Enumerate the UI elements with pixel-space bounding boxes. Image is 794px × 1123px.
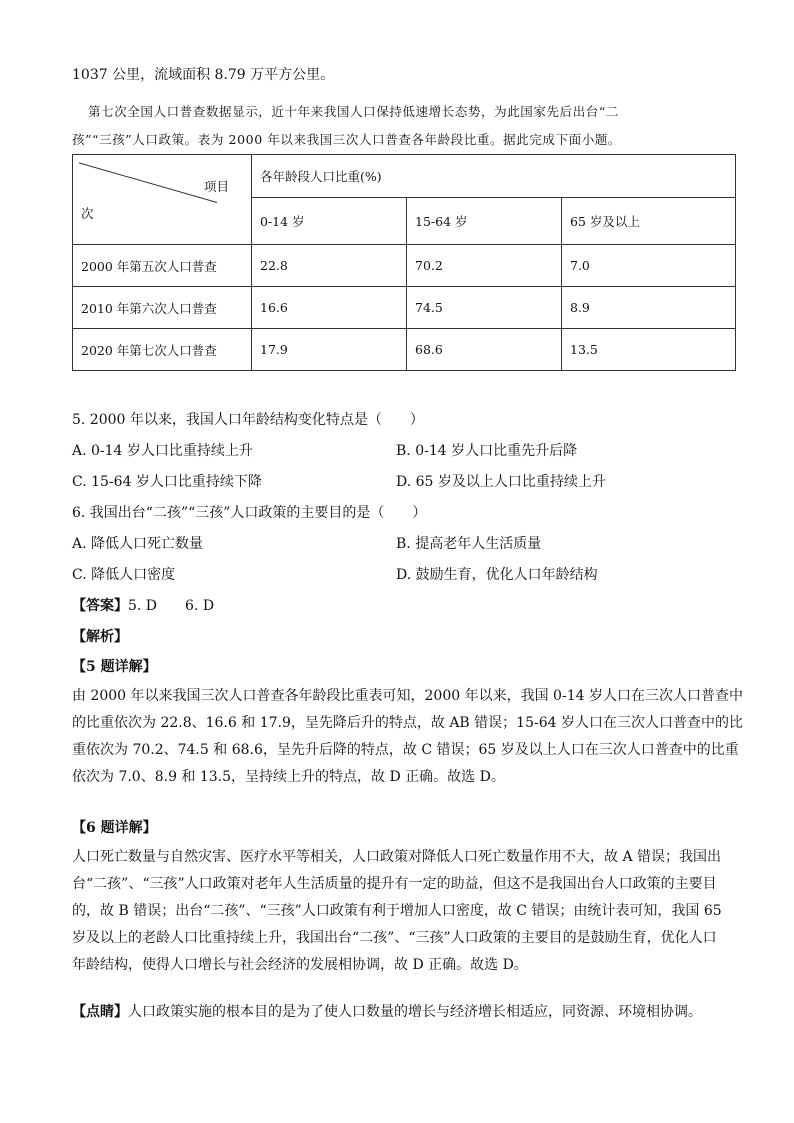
corner-bottom-label: 次 xyxy=(81,206,94,221)
detail-5-line: 重依次为 70.2、74.5 和 68.6，呈先升后降的特点，故 C 错误；65 岁及以上人口在三次人口普查中的比重 xyxy=(72,742,739,758)
table-corner-cell xyxy=(73,155,252,245)
intro-line-2: 孩”“三孩”人口政策。表为 2000 年以来我国三次人口普查各年龄段比重。据此完成下面小题。 xyxy=(72,132,622,147)
table-cell: 8.9 xyxy=(562,287,736,329)
question-6-option-c: C. 降低人口密度 xyxy=(72,567,176,583)
detail-6-line: 台“二孩”、“三孩”人口政策对老年人生活质量的提升有一定的助益，但这不是我国出台人口政策的主要目 xyxy=(72,876,717,892)
detail-6-title: 【6 题详解】 xyxy=(72,820,157,836)
analysis-label: 【解析】 xyxy=(72,629,128,645)
question-5-option-b: B. 0-14 岁人口比重先升后降 xyxy=(396,443,578,459)
table-cell: 16.6 xyxy=(252,287,407,329)
corner-diagonal xyxy=(73,155,251,244)
corner-top-label: 项目 xyxy=(203,179,229,194)
column-header: 0-14 岁 xyxy=(252,198,407,245)
table-row xyxy=(73,329,736,371)
question-5-stem: 5. 2000 年以来，我国人口年龄结构变化特点是（ ） xyxy=(72,412,424,428)
row-label: 2000 年第五次人口普查 xyxy=(73,245,252,287)
question-6-stem: 6. 我国出台“二孩”“三孩”人口政策的主要目的是（ ） xyxy=(72,505,427,521)
detail-5-paragraph xyxy=(72,683,743,791)
question-6-option-a: A. 降低人口死亡数量 xyxy=(72,536,204,552)
question-5-option-a: A. 0-14 岁人口比重持续上升 xyxy=(72,443,253,459)
note-text: 人口政策实施的根本目的是为了使人口数量的增长与经济增长相适应，同资源、环境相协调。 xyxy=(128,1004,702,1020)
detail-5-line: 由 2000 年以来我国三次人口普查各年龄段比重表可知，2000 年以来，我国 0-14 岁人口在三次人口普查中 xyxy=(72,688,743,704)
detail-5-line: 的比重依次为 22.8、16.6 和 17.9，呈先降后升的特点，故 AB 错误；15-64 岁人口在三次人口普查中的比 xyxy=(72,715,743,731)
table-cell: 70.2 xyxy=(407,245,562,287)
answer-text: 5. D 6. D xyxy=(128,598,215,614)
table-cell: 7.0 xyxy=(562,245,736,287)
column-header: 65 岁及以上 xyxy=(562,198,736,245)
table-cell: 17.9 xyxy=(252,329,407,371)
detail-6-line: 的，故 B 错误；出台“二孩”、“三孩”人口政策有利于增加人口密度，故 C 错误；由统计表可知，我国 65 xyxy=(72,903,722,919)
table-row xyxy=(73,287,736,329)
note-line xyxy=(72,1003,702,1021)
question-5-option-c: C. 15-64 岁人口比重持续下降 xyxy=(72,474,262,490)
top-line: 1037 公里，流域面积 8.79 万平方公里。 xyxy=(72,67,335,83)
answer-label: 【答案】 xyxy=(72,598,128,614)
detail-5-line: 依次为 7.0、8.9 和 13.5，呈持续上升的特点，故 D 正确。故选 D。 xyxy=(72,769,505,785)
detail-6-line: 年龄结构，使得人口增长与社会经济的发展相协调，故 D 正确。故选 D。 xyxy=(72,957,528,973)
row-label: 2010 年第六次人口普查 xyxy=(73,287,252,329)
table-cell: 13.5 xyxy=(562,329,736,371)
detail-6-paragraph xyxy=(72,844,724,979)
group-header: 各年龄段人口比重(%) xyxy=(252,155,736,198)
population-table xyxy=(72,154,736,371)
detail-6-line: 岁及以上的老龄人口比重持续上升，我国出台“二孩”、“三孩”人口政策的主要目的是鼓励生育，优化人口 xyxy=(72,930,717,946)
answer-line xyxy=(72,597,214,615)
note-label: 【点睛】 xyxy=(72,1004,128,1020)
intro-line-1: 第七次全国人口普查数据显示，近十年来我国人口保持低速增长态势，为此国家先后出台“二 xyxy=(88,104,619,119)
table-cell: 74.5 xyxy=(407,287,562,329)
question-6-option-d: D. 鼓励生育，优化人口年龄结构 xyxy=(396,567,598,583)
detail-6-line: 人口死亡数量与自然灾害、医疗水平等相关，人口政策对降低人口死亡数量作用不大，故 A 错误；我国出 xyxy=(72,849,722,865)
question-5-option-d: D. 65 岁及以上人口比重持续上升 xyxy=(396,474,606,490)
column-header: 15-64 岁 xyxy=(407,198,562,245)
row-label: 2020 年第七次人口普查 xyxy=(73,329,252,371)
table-cell: 68.6 xyxy=(407,329,562,371)
table-row xyxy=(73,245,736,287)
detail-5-title: 【5 题详解】 xyxy=(72,659,157,675)
table-cell: 22.8 xyxy=(252,245,407,287)
question-6-option-b: B. 提高老年人生活质量 xyxy=(396,536,542,552)
